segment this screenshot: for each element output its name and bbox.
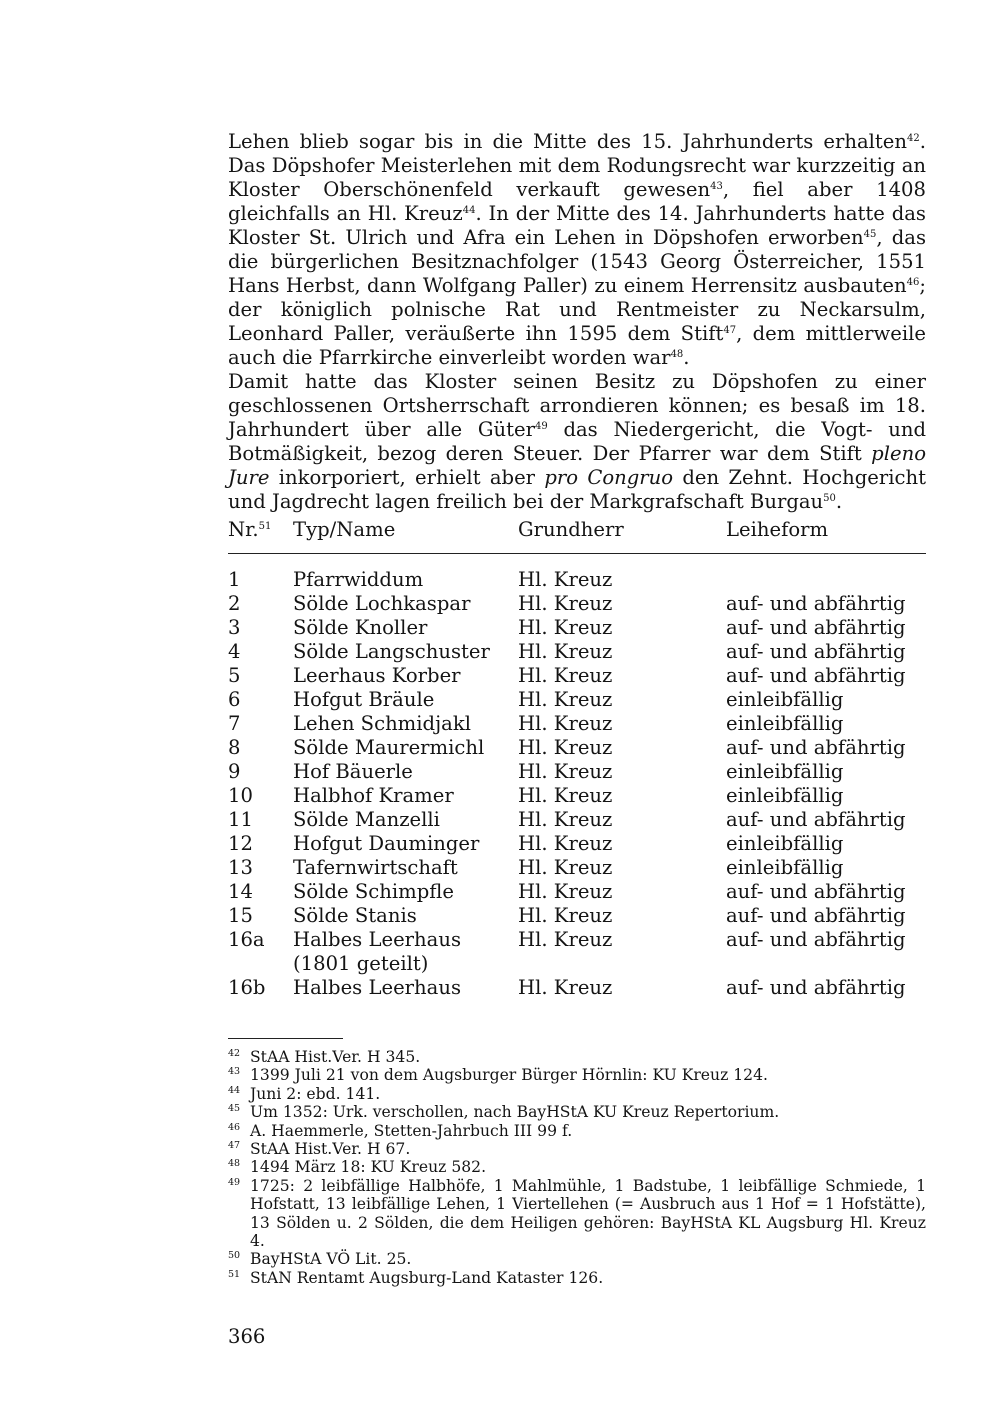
header-rule bbox=[228, 553, 926, 554]
footnote-number: 44 bbox=[228, 1084, 241, 1096]
table-row bbox=[228, 760, 926, 784]
cell-typ: Sölde Schimpfle bbox=[293, 880, 454, 903]
table-row bbox=[228, 616, 926, 640]
cell-nr: 11 bbox=[228, 808, 253, 831]
table-row bbox=[228, 832, 926, 856]
header-leiheform: Leiheform bbox=[726, 518, 829, 541]
footnote bbox=[228, 1177, 926, 1251]
cell-grundherr: Hl. Kreuz bbox=[518, 904, 613, 927]
header-nr: Nr.$^{51}$ bbox=[228, 518, 272, 541]
cell-nr: 15 bbox=[228, 904, 253, 927]
table-row bbox=[228, 904, 926, 928]
cell-typ: Tafernwirtschaft bbox=[293, 856, 458, 879]
table-row bbox=[228, 736, 926, 760]
footnote-text: Juni 2: ebd. 141. bbox=[250, 1084, 381, 1103]
cell-typ: Sölde Stanis bbox=[293, 904, 417, 927]
cell-nr: 16a bbox=[228, 928, 265, 951]
cell-nr: 12 bbox=[228, 832, 253, 855]
footnote-ref: 43 bbox=[710, 181, 723, 192]
cell-typ-note: (1801 geteilt) bbox=[293, 952, 429, 975]
footnote-ref: 48 bbox=[670, 349, 684, 360]
text-run: . In der Mitte des 14. Jahrhunderts hatte das Kloster St. Ulrich und Afra ein Lehen in Döpshofen erworben bbox=[228, 202, 926, 249]
text-run: , fiel aber 1408 gleichfalls an Hl. Kreuz bbox=[228, 178, 926, 225]
cell-grundherr: Hl. Kreuz bbox=[518, 712, 613, 735]
table-row bbox=[228, 568, 926, 592]
cell-nr: 9 bbox=[228, 760, 241, 783]
cell-leiheform: auf- und abfährtig bbox=[726, 664, 906, 687]
cell-leiheform: einleibfällig bbox=[726, 712, 844, 735]
cell-grundherr: Hl. Kreuz bbox=[518, 808, 613, 831]
cell-nr: 8 bbox=[228, 736, 241, 759]
cell-grundherr: Hl. Kreuz bbox=[518, 880, 613, 903]
footnote-text: 1494 März 18: KU Kreuz 582. bbox=[250, 1158, 487, 1177]
footnote-number: 50 bbox=[228, 1250, 241, 1262]
table-row bbox=[228, 856, 926, 880]
cell-typ: Halbes Leerhaus bbox=[293, 976, 462, 999]
text-run: Lehen blieb sogar bis in die Mitte des 15. Jahrhunderts erhalten bbox=[228, 130, 908, 153]
cell-typ: Sölde Manzelli bbox=[293, 808, 440, 831]
footnote-ref: 44 bbox=[462, 205, 476, 216]
cell-grundherr: Hl. Kreuz bbox=[518, 592, 613, 615]
table-row bbox=[228, 976, 926, 1000]
footnote-ref: 45 bbox=[863, 229, 877, 240]
cell-typ: Sölde Knoller bbox=[293, 616, 428, 639]
text-run: , das die bürgerlichen Besitznachfolger (1543 Georg Österreicher, 1551 Hans Herbst, dann Wolfgang Paller) zu einem Herrensitz ausbauten bbox=[228, 226, 926, 297]
paragraph bbox=[228, 130, 926, 370]
cell-grundherr: Hl. Kreuz bbox=[518, 760, 613, 783]
cell-typ: Sölde Langschuster bbox=[293, 640, 490, 663]
text-run: . bbox=[683, 346, 690, 369]
text-run: ; der königlich polnische Rat und Rentmeister zu Neckarsulm, Leonhard Paller, veräußerte ihn 1595 dem Stift bbox=[228, 274, 926, 345]
footnote bbox=[228, 1122, 926, 1140]
table-header bbox=[228, 518, 926, 556]
footnote bbox=[228, 1140, 926, 1158]
text-run: inkorporiert, erhielt aber bbox=[269, 466, 545, 489]
table-row bbox=[228, 664, 926, 688]
table-row bbox=[228, 712, 926, 736]
footnotes bbox=[228, 1048, 926, 1287]
footnote bbox=[228, 1048, 926, 1066]
footnote-ref: 46 bbox=[906, 277, 920, 288]
table-row bbox=[228, 808, 926, 832]
footnote-number: 48 bbox=[228, 1158, 241, 1170]
footnote-number: 45 bbox=[228, 1103, 241, 1115]
table-row bbox=[228, 592, 926, 616]
footnote-number: 51 bbox=[228, 1268, 241, 1280]
footnote-ref: 50 bbox=[823, 493, 836, 504]
cell-typ: Leerhaus Korber bbox=[293, 664, 461, 687]
cell-grundherr: Hl. Kreuz bbox=[518, 616, 613, 639]
cell-nr: 4 bbox=[228, 640, 241, 663]
cell-nr: 3 bbox=[228, 616, 241, 639]
header-grundherr: Grundherr bbox=[518, 518, 624, 541]
footnote bbox=[228, 1158, 926, 1176]
footnote-number: 42 bbox=[228, 1048, 241, 1059]
cell-nr: 1 bbox=[228, 568, 241, 591]
text-run: Damit hatte das Kloster seinen Besitz zu Döpshofen zu einer geschlossenen Ortsherrschaft arrondieren können; es besaß im 18. Jahrhundert über alle Güter bbox=[228, 370, 926, 441]
cell-leiheform: einleibfällig bbox=[726, 784, 844, 807]
cell-leiheform: einleibfällig bbox=[726, 856, 844, 879]
cell-leiheform: auf- und abfährtig bbox=[726, 880, 906, 903]
cell-grundherr: Hl. Kreuz bbox=[518, 784, 613, 807]
footnote-text: StAA Hist.Ver. H 67. bbox=[250, 1140, 411, 1159]
footnote bbox=[228, 1250, 926, 1268]
text-run: den Zehnt. Hochgericht und Jagdrecht lagen freilich bei der Markgrafschaft Burgau bbox=[228, 466, 926, 513]
cell-nr: 10 bbox=[228, 784, 253, 807]
cell-typ: Hofgut Dauminger bbox=[293, 832, 480, 855]
footnote-text: StAA Hist.Ver. H 345. bbox=[250, 1048, 421, 1066]
cell-leiheform: einleibfällig bbox=[726, 760, 844, 783]
footnote-text: StAN Rentamt Augsburg-Land Kataster 126. bbox=[250, 1268, 604, 1287]
footnote bbox=[228, 1103, 926, 1121]
cell-leiheform: auf- und abfährtig bbox=[726, 616, 906, 639]
text-run: das Niedergericht, die Vogt- und Botmäßigkeit, bezog deren Steuer. Der Pfarrer war dem Stift bbox=[228, 418, 926, 465]
footnote bbox=[228, 1269, 926, 1287]
cell-grundherr: Hl. Kreuz bbox=[518, 568, 613, 591]
body-text bbox=[228, 130, 926, 514]
cell-typ: Hofgut Bräule bbox=[293, 688, 435, 711]
footnote-number: 46 bbox=[228, 1121, 241, 1133]
cell-grundherr: Hl. Kreuz bbox=[518, 664, 613, 687]
cell-leiheform: auf- und abfährtig bbox=[726, 640, 906, 663]
cell-grundherr: Hl. Kreuz bbox=[518, 976, 613, 999]
cell-nr: 6 bbox=[228, 688, 241, 711]
text-run: . Das Döpshofer Meisterlehen mit dem Rodungsrecht war kurzzeitig an Kloster Oberschönenfeld verkauft gewesen bbox=[228, 130, 926, 201]
cell-typ: Halbes Leerhaus bbox=[293, 928, 462, 951]
text-run: . bbox=[835, 490, 843, 513]
cell-leiheform: einleibfällig bbox=[726, 688, 844, 711]
cell-grundherr: Hl. Kreuz bbox=[518, 640, 613, 663]
cell-nr: 5 bbox=[228, 664, 241, 687]
header-typ: Typ/Name bbox=[293, 518, 396, 541]
footnote-ref: 47 bbox=[723, 325, 737, 336]
cell-typ: Hof Bäuerle bbox=[293, 760, 413, 783]
cell-grundherr: Hl. Kreuz bbox=[518, 928, 613, 951]
cell-nr: 2 bbox=[228, 592, 241, 615]
paragraph bbox=[228, 370, 926, 514]
cell-leiheform: auf- und abfährtig bbox=[726, 736, 906, 759]
cell-nr: 13 bbox=[228, 856, 253, 879]
page-number: 366 bbox=[228, 1325, 266, 1348]
cell-leiheform: auf- und abfährtig bbox=[726, 808, 906, 831]
cell-leiheform: auf- und abfährtig bbox=[726, 928, 906, 951]
italic-text: pro Congruo bbox=[544, 466, 674, 489]
cell-typ: Halbhof Kramer bbox=[293, 784, 454, 807]
cell-nr: 7 bbox=[228, 712, 241, 735]
footnote-number: 49 bbox=[228, 1176, 241, 1188]
footnote-text: BayHStA VÖ Lit. 25. bbox=[250, 1250, 412, 1269]
cell-typ: Lehen Schmidjakl bbox=[293, 712, 471, 735]
cell-nr: 16b bbox=[228, 976, 266, 999]
table-row bbox=[228, 688, 926, 712]
footnote-divider bbox=[228, 1038, 343, 1039]
cell-grundherr: Hl. Kreuz bbox=[518, 832, 613, 855]
cell-leiheform: auf- und abfährtig bbox=[726, 976, 906, 999]
footnote bbox=[228, 1085, 926, 1103]
cell-nr: 14 bbox=[228, 880, 253, 903]
cell-leiheform: einleibfällig bbox=[726, 832, 844, 855]
table-row bbox=[228, 928, 926, 976]
footnote-ref: 42 bbox=[907, 133, 920, 144]
cell-leiheform: auf- und abfährtig bbox=[726, 904, 906, 927]
footnote bbox=[228, 1066, 926, 1084]
footnote-ref: 49 bbox=[534, 421, 548, 432]
cell-grundherr: Hl. Kreuz bbox=[518, 856, 613, 879]
table-body bbox=[228, 568, 926, 1000]
table-row bbox=[228, 640, 926, 664]
holdings-table bbox=[228, 518, 926, 999]
footnote-text: Um 1352: Urk. verschollen, nach BayHStA KU Kreuz Repertorium. bbox=[250, 1103, 780, 1122]
cell-typ: Sölde Maurermichl bbox=[293, 736, 485, 759]
text-run: , dem mittlerweile auch die Pfarrkirche einverleibt worden war bbox=[228, 322, 926, 369]
italic-text: pleno Jure bbox=[228, 442, 926, 489]
cell-typ: Sölde Lochkaspar bbox=[293, 592, 471, 615]
footnote-number: 43 bbox=[228, 1066, 241, 1078]
cell-leiheform: auf- und abfährtig bbox=[726, 592, 906, 615]
table-row bbox=[228, 784, 926, 808]
cell-grundherr: Hl. Kreuz bbox=[518, 736, 613, 759]
footnote-text: A. Haemmerle, Stetten-Jahrbuch III 99 f. bbox=[250, 1121, 573, 1140]
footnote-text: 1725: 2 leibfällige Halbhöfe, 1 Mahlmühle, 1 Badstube, 1 leibfällige Schmiede, 1 Hofstatt, 13 leibfällige Lehen, 1 Viertellehen (= Ausbruch aus 1 Hof = 1 Hofstätte), 13 Sölden u. 2 Sölden, die dem Heiligen gehören: BayHStA KL Augsburg Hl. Kreuz 4. bbox=[250, 1176, 926, 1251]
footnote-number: 47 bbox=[228, 1140, 241, 1152]
cell-grundherr: Hl. Kreuz bbox=[518, 688, 613, 711]
cell-typ: Pfarrwiddum bbox=[293, 568, 424, 591]
footnote-text: 1399 Juli 21 von dem Augsburger Bürger Hörnlin: KU Kreuz 124. bbox=[250, 1066, 768, 1085]
table-row bbox=[228, 880, 926, 904]
